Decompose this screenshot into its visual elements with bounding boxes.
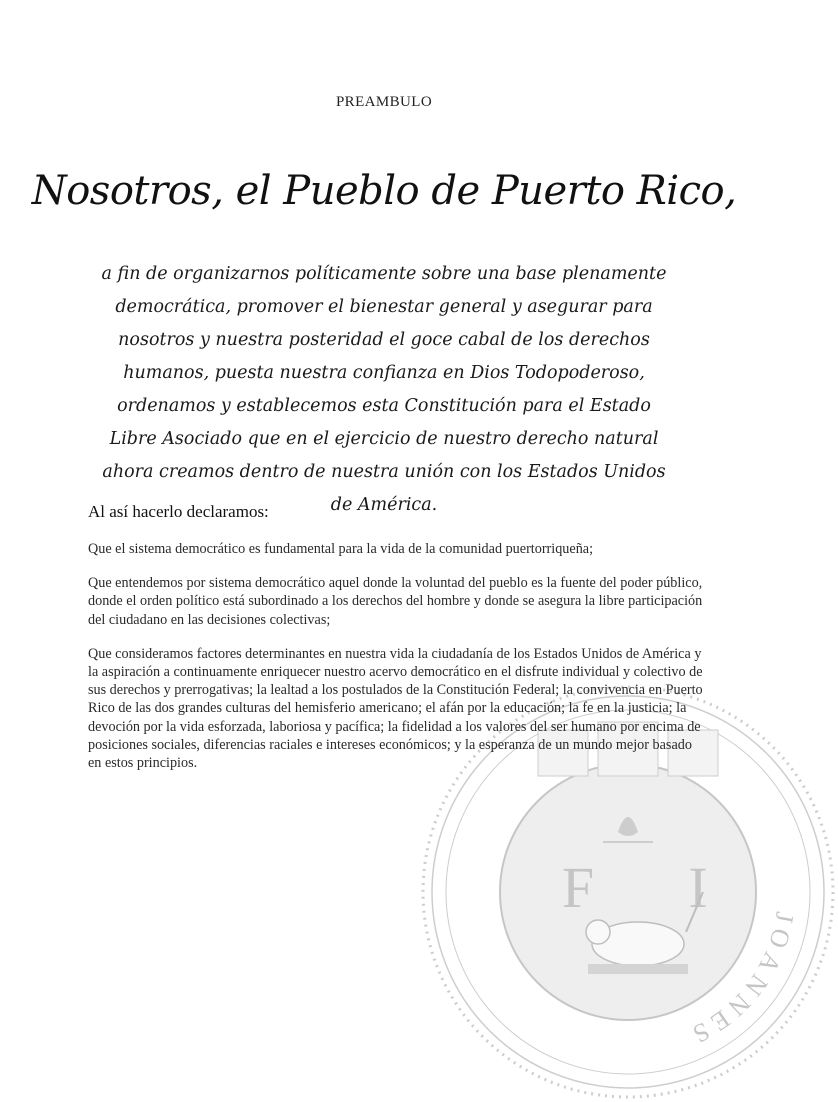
declaration-paragraphs (88, 540, 704, 788)
preamble-heading: PREAMBULO (335, 94, 433, 110)
declaration-paragraph: Que entendemos por sistema democrático aquel donde la voluntad del pueblo es la fuente del poder público, donde el orden político está subordinado a los derechos del hombre y donde se asegura la libre participación del ciudadano en las decisiones colectivas; (88, 575, 703, 628)
seal-letter-right: I (688, 855, 708, 920)
seal-ring-text: JOANNES (683, 909, 800, 1052)
preamble-body-text: a fin de organizarnos políticamente sobre una base plenamente democrática, promover el bienestar general y asegurar para nosotros y nuestra posteridad el goce cabal de los derechos humanos, puesta nuestra confianza en Dios Todopoderoso, ordenamos y establecemos esta Constitución para el Estado Libre Asociado que en el ejercicio de nuestro derecho natural ahora creamos dentro de nuestra unión con los Estados Unidos de América. (101, 264, 667, 515)
declaration-heading: Al así hacerlo declaramos: (88, 502, 269, 521)
seal-letter-left: F (561, 855, 595, 920)
declaration-paragraph: Que consideramos factores determinantes en nuestra vida la ciudadanía de los Estados Unidos de América y la aspiración a continuamente enriquecer nuestro acervo democrático en el disfrute individual y colectivo de sus derechos y prerrogativas; la lealtad a los postulados de la Constitución Federal; la convivencia en Puerto Rico de las dos grandes culturas del hemisferio americano; el afán por la educación; la fe en la justicia; la devoción por la vida esforzada, laboriosa y pacífica; la fidelidad a los valores del ser humano por encima de posiciones sociales, diferencias raciales e intereses económicos; y la esperanza de un mundo mejor basado en estos principios. (88, 645, 703, 772)
declaration-paragraph: Que el sistema democrático es fundamental para la vida de la comunidad puertorriqueña; (88, 541, 594, 557)
preamble-title: Nosotros, el Pueblo de Puerto Rico, (31, 168, 737, 214)
